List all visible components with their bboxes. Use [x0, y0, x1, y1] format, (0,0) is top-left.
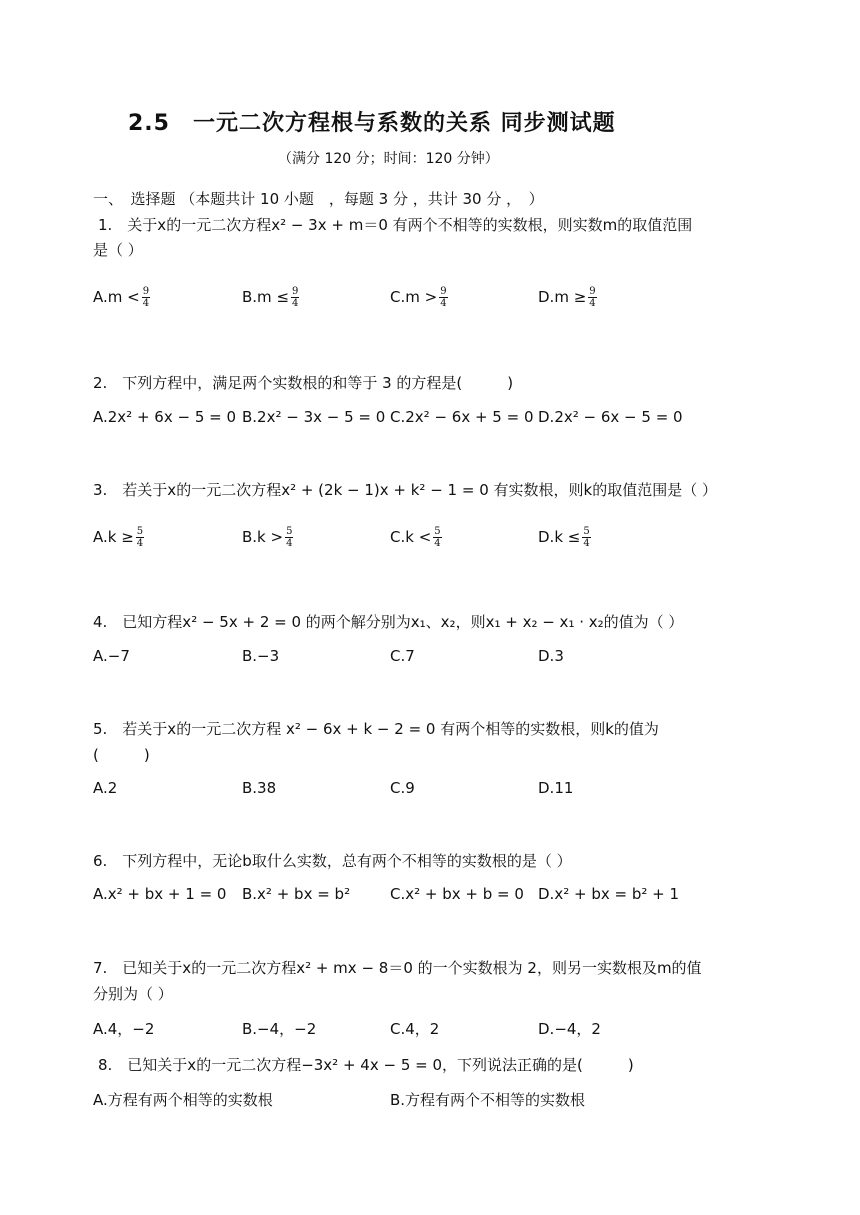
- q2-option-a: A.2x² + 6x − 5 = 0: [93, 408, 237, 426]
- q3-option-b-fraction: $\frac{5}{4}$: [286, 526, 293, 549]
- page-title: 2.5 一元二次方程根与系数的关系 同步测试题: [128, 111, 616, 136]
- q1-option-d-fraction: $\frac{9}{4}$: [589, 286, 596, 309]
- q1-option-b-fraction: $\frac{9}{4}$: [292, 286, 299, 309]
- q1-option-b: [242, 286, 299, 309]
- q7-option-b: B.−4，−2: [242, 1020, 317, 1038]
- question-7-text-cont: 分别为（ ）: [93, 985, 173, 1003]
- question-5-text: 5. 若关于x的一元二次方程 x² − 6x + k − 2 = 0 有两个相等的实数根，则k的值为: [93, 720, 659, 738]
- q3-option-a-label: A.k ≥: [93, 528, 134, 546]
- q5-option-c: C.9: [390, 779, 415, 797]
- question-7-text: 7. 已知关于x的一元二次方程x² + mx − 8＝0 的一个实数根为 2，则另一实数根及m的值: [93, 959, 702, 977]
- q6-option-d: D.x² + bx = b² + 1: [538, 885, 679, 903]
- question-1-text-cont: 是（ ）: [93, 241, 143, 259]
- q8-option-b: B.方程有两个不相等的实数根: [390, 1091, 586, 1109]
- q6-option-b: B.x² + bx = b²: [242, 885, 351, 903]
- q2-option-d: D.2x² − 6x − 5 = 0: [538, 408, 683, 426]
- q6-option-a: A.x² + bx + 1 = 0: [93, 885, 227, 903]
- question-1-text: 1. 关于x的一元二次方程x² − 3x + m＝0 有两个不相等的实数根，则实数m的取值范围: [98, 216, 693, 234]
- q5-option-b: B.38: [242, 779, 277, 797]
- q4-option-a: A.−7: [93, 647, 130, 665]
- question-2-text: 2. 下列方程中，满足两个实数根的和等于 3 的方程是( ): [93, 374, 514, 392]
- q3-option-b: [242, 526, 293, 549]
- q3-option-d: [538, 526, 591, 549]
- q5-option-a: A.2: [93, 779, 118, 797]
- q3-option-c: [390, 526, 442, 549]
- q5-option-d: D.11: [538, 779, 574, 797]
- page-subtitle: （满分 120 分；时间：120 分钟）: [278, 151, 499, 167]
- q3-option-d-fraction: $\frac{5}{4}$: [583, 526, 590, 549]
- q3-option-b-label: B.k >: [242, 528, 284, 546]
- q1-option-d: [538, 286, 597, 309]
- question-5-text-cont: ( ): [93, 746, 150, 764]
- q1-option-c-fraction: $\frac{9}{4}$: [440, 286, 447, 309]
- q3-option-d-label: D.k ≤: [538, 528, 581, 546]
- question-3-text: 3. 若关于x的一元二次方程x² + (2k − 1)x + k² − 1 = 0 有实数根，则k的取值范围是（ ）: [93, 481, 717, 499]
- q7-option-c: C.4，2: [390, 1020, 440, 1038]
- q4-option-d: D.3: [538, 647, 564, 665]
- question-4-text: 4. 已知方程x² − 5x + 2 = 0 的两个解分别为x₁、x₂，则x₁ + x₂ − x₁ · x₂的值为（ ）: [93, 613, 684, 631]
- q1-option-a-label: A.m <: [93, 288, 140, 306]
- q3-option-c-label: C.k <: [390, 528, 432, 546]
- q7-option-a: A.4，−2: [93, 1020, 155, 1038]
- section-heading: 一、 选择题 （本题共计 10 小题 ，每题 3 分 ，共计 30 分 ， ）: [93, 190, 544, 208]
- q1-option-c: [390, 286, 448, 309]
- q4-option-c: C.7: [390, 647, 415, 665]
- question-8-text: 8. 已知关于x的一元二次方程−3x² + 4x − 5 = 0，下列说法正确的是( ): [98, 1056, 634, 1074]
- q6-option-c: C.x² + bx + b = 0: [390, 885, 524, 903]
- q1-option-a-fraction: $\frac{9}{4}$: [142, 286, 150, 309]
- q8-option-a: A.方程有两个相等的实数根: [93, 1091, 273, 1109]
- q3-option-a: [93, 526, 144, 549]
- q4-option-b: B.−3: [242, 647, 280, 665]
- q1-option-b-label: B.m ≤: [242, 288, 290, 306]
- question-6-text: 6. 下列方程中，无论b取什么实数，总有两个不相等的实数根的是（ ）: [93, 852, 572, 870]
- q2-option-c: C.2x² − 6x + 5 = 0: [390, 408, 534, 426]
- q3-option-a-fraction: $\frac{5}{4}$: [136, 526, 144, 549]
- q1-option-d-label: D.m ≥: [538, 288, 587, 306]
- q3-option-c-fraction: $\frac{5}{4}$: [434, 526, 441, 549]
- q2-option-b: B.2x² − 3x − 5 = 0: [242, 408, 386, 426]
- q1-option-c-label: C.m >: [390, 288, 438, 306]
- q7-option-d: D.−4，2: [538, 1020, 601, 1038]
- q1-option-a: [93, 286, 150, 309]
